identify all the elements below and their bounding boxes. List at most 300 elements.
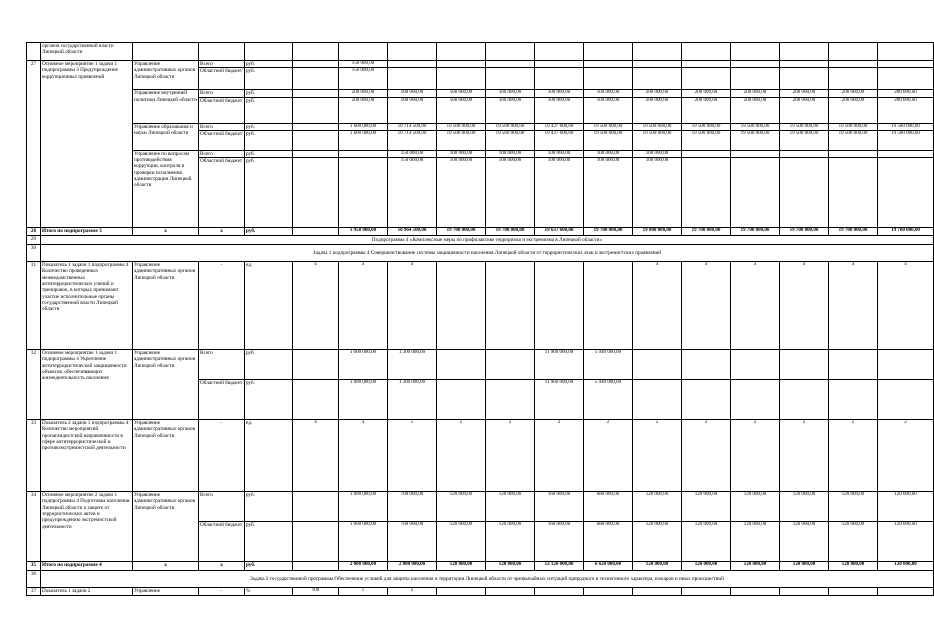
continued-name-cell: органов государственной власти Липецкой области [41, 43, 133, 61]
value-cell [780, 150, 829, 157]
row-number-cell: 27 [27, 61, 41, 228]
value-cell [293, 123, 339, 130]
value-cell: 100 000,00 [633, 150, 682, 157]
value-cell [293, 350, 339, 380]
value-cell: 100 000,00 [584, 158, 633, 228]
value-cell: 1 600 000,00 [339, 130, 388, 150]
unit-cell: руб. [245, 380, 293, 420]
value-cell: 100 [293, 588, 339, 596]
table-row [27, 562, 934, 571]
value-cell: 120 000,00 [633, 522, 682, 562]
value-cell [293, 61, 339, 68]
value-cell [293, 68, 339, 90]
section-title-cell: Задача 1 подпрограммы 4 Совершенствование системы защищенности населения Липецкой области от террористических атак и экстремистских проявлений [41, 245, 934, 262]
value-cell: 160 000,00 [535, 522, 584, 562]
unit-cell: руб. [245, 158, 293, 228]
value-cell [388, 61, 437, 68]
value-cell: 2 [486, 420, 535, 492]
executor-cell: х [133, 228, 199, 236]
value-cell: 200 000,00 [731, 97, 780, 123]
value-cell [584, 68, 633, 90]
value-cell [878, 150, 934, 157]
value-cell: 19 700 000,00 [829, 228, 878, 236]
value-cell: 19 500 000,00 [437, 130, 486, 150]
value-cell [682, 588, 731, 596]
value-cell: 200 000,00 [339, 97, 388, 123]
value-cell [633, 588, 682, 596]
value-cell: 4 [878, 262, 934, 350]
value-cell: 2 [731, 420, 780, 492]
funding-source-cell: Всего [199, 492, 245, 522]
value-cell [633, 61, 682, 68]
value-cell: 120 000,00 [682, 562, 731, 571]
value-cell [731, 158, 780, 228]
value-cell: 19 700 000,00 [584, 228, 633, 236]
value-cell: 4 [682, 262, 731, 350]
value-cell: 19 500 000,00 [682, 130, 731, 150]
value-cell [780, 68, 829, 90]
table-row [27, 588, 934, 596]
value-cell: 19 500 000,00 [486, 130, 535, 150]
unit-cell: руб. [245, 68, 293, 90]
value-cell [437, 350, 486, 380]
value-cell: 2 [437, 420, 486, 492]
value-cell: 19 500 000,00 [829, 130, 878, 150]
value-cell: 120 000,00 [731, 522, 780, 562]
value-cell: 19 500 000,00 [878, 130, 934, 150]
value-cell: 100 000,00 [486, 158, 535, 228]
value-cell [878, 68, 934, 90]
value-cell: 100 000,00 [388, 90, 437, 97]
executor-cell: Управление [133, 588, 199, 596]
funding-source-cell: Областной бюджет [199, 522, 245, 562]
funding-source-cell: Областной бюджет [199, 380, 245, 420]
value-cell [878, 588, 934, 596]
unit-cell: % [245, 588, 293, 596]
value-cell: 120 000,00 [731, 562, 780, 571]
value-cell: 100 000,00 [633, 158, 682, 228]
value-cell [293, 130, 339, 150]
funding-source-cell: - [199, 420, 245, 492]
value-cell [829, 61, 878, 68]
value-cell [633, 380, 682, 420]
value-cell: 200 000,00 [829, 90, 878, 97]
value-cell: 19 700 000,00 [731, 228, 780, 236]
executor-cell: Управление внутренней политики Липецкой области [133, 90, 199, 123]
value-cell: 4 [293, 420, 339, 492]
value-cell [339, 150, 388, 157]
value-cell: 4 [388, 262, 437, 350]
value-cell [293, 380, 339, 420]
value-cell [829, 150, 878, 157]
value-cell: 1 [339, 588, 388, 596]
value-cell [437, 380, 486, 420]
value-cell [535, 68, 584, 90]
executor-cell: х [133, 562, 199, 571]
row-number-cell: 30 [27, 245, 41, 262]
value-cell [780, 350, 829, 380]
value-cell: 120 000,00 [780, 562, 829, 571]
table-body [27, 43, 934, 596]
value-cell: 120 000,00 [437, 492, 486, 522]
unit-cell: ед. [245, 420, 293, 492]
value-cell: 12 120 000,00 [535, 562, 584, 571]
table-row [27, 420, 934, 492]
value-cell: 19 637 600,00 [535, 228, 584, 236]
value-cell [682, 158, 731, 228]
value-cell: 200 000,00 [878, 97, 934, 123]
value-cell [731, 68, 780, 90]
value-cell: 4 [339, 420, 388, 492]
funding-source-cell: Областной бюджет [199, 68, 245, 90]
value-cell: 19 500 000,00 [780, 123, 829, 130]
value-cell: 10 714 500,00 [388, 123, 437, 130]
value-cell: 4 [731, 262, 780, 350]
value-cell: 1 000 000,00 [339, 350, 388, 380]
value-cell [878, 350, 934, 380]
table-row [27, 571, 934, 588]
value-cell [780, 588, 829, 596]
item-name-cell: Итого по подпрограмме 4 [41, 562, 133, 571]
table-row [27, 43, 934, 61]
value-cell: 1 300 000,00 [388, 350, 437, 380]
row-number-cell: 32 [27, 350, 41, 420]
value-cell: 100 000,00 [437, 97, 486, 123]
value-cell [293, 90, 339, 97]
value-cell: 2 [878, 420, 934, 492]
value-cell [633, 350, 682, 380]
value-cell: 1 000 000,00 [339, 380, 388, 420]
unit-cell: руб. [245, 228, 293, 236]
program-funding-table [26, 42, 934, 596]
value-cell: 120 000,00 [829, 562, 878, 571]
value-cell: 5 940 000,00 [584, 350, 633, 380]
row-number-cell: 31 [27, 262, 41, 350]
value-cell: 100 000,00 [535, 150, 584, 157]
funding-source-cell: - [199, 262, 245, 350]
value-cell: 150 000,00 [339, 68, 388, 90]
executor-cell: Управление по вопросам противодействия коррупции, контроля и проверки исполнения администрации Липецкой области [133, 150, 199, 227]
value-cell: 120 000,00 [878, 522, 934, 562]
value-cell: 4 [829, 262, 878, 350]
value-cell [584, 61, 633, 68]
item-name-cell: Показатель 1 задачи 1 подпрограммы 4 Количество проведенных межведомственных антитеррористических учений и тренировок, в которых принимают участие исполнительные органы государственной власти Липецкой области [41, 262, 133, 350]
funding-source-cell: х [199, 562, 245, 571]
funding-source-cell: Областной бюджет [199, 97, 245, 123]
value-cell: 120 000,00 [878, 562, 934, 571]
value-cell: 120 000,00 [780, 492, 829, 522]
value-cell [535, 588, 584, 596]
executor-cell: Управление административных органов Липецкой области [133, 61, 199, 90]
table-row [27, 492, 934, 522]
value-cell: 200 000,00 [829, 97, 878, 123]
value-cell: 200 000,00 [633, 97, 682, 123]
funding-source-cell: Всего [199, 90, 245, 97]
unit-cell: руб. [245, 522, 293, 562]
value-cell: 120 000,00 [486, 562, 535, 571]
value-cell [780, 380, 829, 420]
value-cell [731, 61, 780, 68]
value-cell: 680 000,00 [584, 492, 633, 522]
value-cell: 19 700 000,00 [437, 228, 486, 236]
value-cell: 19 500 000,00 [682, 123, 731, 130]
value-cell: 19 500 000,00 [829, 123, 878, 130]
value-cell: 10 714 500,00 [388, 130, 437, 150]
value-cell: 1 600 000,00 [339, 123, 388, 130]
funding-source-cell: Областной бюджет [199, 130, 245, 150]
value-cell [486, 588, 535, 596]
value-cell [437, 68, 486, 90]
row-number-cell: 34 [27, 492, 41, 562]
value-cell [829, 350, 878, 380]
value-cell [878, 380, 934, 420]
table-row [27, 90, 934, 97]
value-cell: 100 000,00 [388, 97, 437, 123]
funding-source-cell: х [199, 228, 245, 236]
value-cell [731, 150, 780, 157]
unit-cell: руб. [245, 150, 293, 157]
value-cell: 19 700 000,00 [878, 228, 934, 236]
value-cell [486, 61, 535, 68]
value-cell: 120 000,00 [682, 492, 731, 522]
value-cell [682, 68, 731, 90]
value-cell [293, 150, 339, 157]
unit-cell: руб. [245, 492, 293, 522]
item-name-cell: Основное мероприятие 1 задачи 1 подпрограммы 4 Укрепление антитеррористической защищенности объектов, обеспечивающих жизнедеятельность населения [41, 350, 133, 420]
value-cell [293, 97, 339, 123]
row-number-cell: 35 [27, 562, 41, 571]
value-cell: 200 000,00 [339, 90, 388, 97]
value-cell: 150 000,00 [388, 150, 437, 157]
value-cell: 5 940 000,00 [584, 380, 633, 420]
unit-cell: руб. [245, 350, 293, 380]
value-cell: 120 000,00 [486, 492, 535, 522]
value-cell [878, 158, 934, 228]
value-cell [878, 61, 934, 68]
executor-cell: Управление административных органов Липецкой области [133, 420, 199, 492]
value-cell [339, 158, 388, 228]
value-cell: 19 437 600,00 [535, 123, 584, 130]
value-cell: 2 [535, 420, 584, 492]
value-cell: 19 437 600,00 [535, 130, 584, 150]
value-cell [486, 350, 535, 380]
value-cell: 11 960 000,00 [535, 380, 584, 420]
row-number-cell: 36 [27, 571, 41, 588]
value-cell [437, 588, 486, 596]
value-cell [293, 522, 339, 562]
unit-cell: руб. [245, 130, 293, 150]
value-cell [633, 68, 682, 90]
value-cell: 19 700 000,00 [780, 228, 829, 236]
value-cell [829, 588, 878, 596]
funding-source-cell: Всего [199, 350, 245, 380]
table-row [27, 262, 934, 350]
value-cell: 200 000,00 [780, 90, 829, 97]
value-cell: 19 500 000,00 [878, 123, 934, 130]
value-cell: 19 700 000,00 [682, 228, 731, 236]
value-cell [780, 61, 829, 68]
value-cell: 19 500 000,00 [633, 123, 682, 130]
unit-cell: руб. [245, 562, 293, 571]
value-cell: 160 000,00 [535, 492, 584, 522]
value-cell [682, 61, 731, 68]
value-cell: 19 500 000,00 [731, 130, 780, 150]
value-cell: 150 000,00 [339, 61, 388, 68]
value-cell [829, 68, 878, 90]
value-cell: 200 000,00 [878, 90, 934, 97]
executor-cell: Управление образования и науки Липецкой области [133, 123, 199, 150]
funding-source-cell: - [199, 588, 245, 596]
value-cell [535, 61, 584, 68]
row-number-cell: 33 [27, 420, 41, 492]
table-row [27, 350, 934, 380]
row-number-cell: 29 [27, 236, 41, 245]
value-cell [682, 380, 731, 420]
value-cell [780, 158, 829, 228]
table-row [27, 123, 934, 130]
value-cell: 2 [829, 420, 878, 492]
value-cell [584, 262, 633, 350]
value-cell: 120 000,00 [731, 492, 780, 522]
value-cell: 19 500 000,00 [486, 123, 535, 130]
value-cell: 100 000,00 [437, 90, 486, 97]
value-cell: 10 964 500,00 [388, 228, 437, 236]
item-name-cell: Основное мероприятие 2 задачи 1 подпрограммы 4 Подготовка населения Липецкой области к защите от террористических актов и предупреждению экстремистской деятельности [41, 492, 133, 562]
value-cell: 2 [584, 420, 633, 492]
value-cell: 100 000,00 [437, 158, 486, 228]
value-cell: 6 620 000,00 [584, 562, 633, 571]
value-cell: 19 500 000,00 [780, 130, 829, 150]
value-cell: 100 000,00 [535, 97, 584, 123]
table-row [27, 61, 934, 68]
value-cell: 120 000,00 [878, 492, 934, 522]
value-cell: 680 000,00 [584, 522, 633, 562]
value-cell: 19 800 000,00 [633, 228, 682, 236]
value-cell [486, 262, 535, 350]
value-cell: 100 000,00 [437, 150, 486, 157]
item-name-cell: Итого по подпрограмме 3 [41, 228, 133, 236]
value-cell: 19 500 000,00 [437, 123, 486, 130]
unit-cell: руб. [245, 61, 293, 68]
value-cell: 700 000,00 [388, 492, 437, 522]
value-cell: 19 700 000,00 [486, 228, 535, 236]
value-cell: 120 000,00 [486, 522, 535, 562]
value-cell: 2 000 000,00 [388, 562, 437, 571]
value-cell: 150 000,00 [388, 158, 437, 228]
value-cell [486, 68, 535, 90]
value-cell: 100 000,00 [584, 90, 633, 97]
value-cell: 2 [633, 420, 682, 492]
unit-cell: руб. [245, 97, 293, 123]
value-cell: 200 000,00 [682, 90, 731, 97]
value-cell [682, 350, 731, 380]
value-cell: 100 000,00 [486, 97, 535, 123]
value-cell: 4 [633, 262, 682, 350]
value-cell: 120 000,00 [829, 492, 878, 522]
value-cell: 120 000,00 [437, 562, 486, 571]
value-cell [584, 588, 633, 596]
item-name-cell: Основное мероприятие 1 задачи 1 подпрограммы 3 Предупреждение коррупционных проявлений [41, 61, 133, 228]
table-row [27, 228, 934, 236]
value-cell: 1 950 000,00 [339, 228, 388, 236]
row-number-cell: 28 [27, 228, 41, 236]
value-cell [829, 158, 878, 228]
executor-cell: Управление административных органов Липецкой области [133, 262, 199, 350]
value-cell: 120 000,00 [633, 562, 682, 571]
value-cell: 100 000,00 [486, 150, 535, 157]
value-cell: 700 000,00 [388, 522, 437, 562]
table-row [27, 236, 934, 245]
item-name-cell: Показатель 2 задачи 1 подпрограммы 4 Количество мероприятий пропагандистской направленности в сфере антитеррористической и противоэкстремистской деятельности [41, 420, 133, 492]
value-cell: 120 000,00 [633, 492, 682, 522]
value-cell: 1 000 000,00 [339, 522, 388, 562]
value-cell: 2 [780, 420, 829, 492]
value-cell: 2 000 000,00 [339, 562, 388, 571]
value-cell: 100 000,00 [486, 90, 535, 97]
value-cell: 4 [339, 262, 388, 350]
item-name-cell: Показатель 1 задачи 2 [41, 588, 133, 596]
budget-table-sheet [26, 42, 920, 620]
value-cell: 200 000,00 [731, 90, 780, 97]
value-cell: 100 000,00 [535, 90, 584, 97]
value-cell: 120 000,00 [829, 522, 878, 562]
funding-source-cell: Всего [199, 150, 245, 157]
value-cell: 100 000,00 [584, 150, 633, 157]
value-cell: 200 000,00 [633, 90, 682, 97]
value-cell: 19 500 000,00 [633, 130, 682, 150]
row-number-cell: 37 [27, 588, 41, 596]
unit-cell: руб. [245, 90, 293, 97]
funding-source-cell: Всего [199, 61, 245, 68]
value-cell: 2 [388, 588, 437, 596]
value-cell [293, 562, 339, 571]
value-cell: 120 000,00 [780, 522, 829, 562]
value-cell [731, 380, 780, 420]
value-cell: 1 300 000,00 [388, 380, 437, 420]
value-cell: 100 000,00 [535, 158, 584, 228]
value-cell: 19 500 000,00 [584, 123, 633, 130]
value-cell: 4 [293, 262, 339, 350]
value-cell [293, 492, 339, 522]
value-cell [731, 350, 780, 380]
executor-cell: Управление административных органов Липецкой области [133, 350, 199, 420]
table-row [27, 245, 934, 262]
value-cell [388, 68, 437, 90]
value-cell [437, 61, 486, 68]
table-row [27, 150, 934, 157]
value-cell: 1 000 000,00 [339, 492, 388, 522]
value-cell [293, 158, 339, 228]
executor-cell: Управление административных органов Липецкой области [133, 492, 199, 562]
funding-source-cell: Всего [199, 123, 245, 130]
value-cell: 11 960 000,00 [535, 350, 584, 380]
section-title-cell: Задача 2 государственной программы Обеспечение условий для защиты населения и территории Липецкой области от чрезвычайных ситуаций природного и техногенного характера, пожаров и иных происшествий [41, 571, 934, 588]
value-cell [293, 228, 339, 236]
unit-cell: руб. [245, 123, 293, 130]
value-cell: 200 000,00 [780, 97, 829, 123]
value-cell [682, 150, 731, 157]
value-cell: 120 000,00 [437, 522, 486, 562]
section-title-cell: Подпрограмма 4 «Комплексные меры по профилактике терроризма и экстремизма в Липецкой области» [41, 236, 934, 245]
value-cell: 120 000,00 [682, 522, 731, 562]
value-cell: 200 000,00 [682, 97, 731, 123]
value-cell: 5 [388, 420, 437, 492]
value-cell [535, 262, 584, 350]
value-cell: 19 500 000,00 [584, 130, 633, 150]
value-cell: 4 [780, 262, 829, 350]
unit-cell: ед. [245, 262, 293, 350]
value-cell: 19 500 000,00 [731, 123, 780, 130]
